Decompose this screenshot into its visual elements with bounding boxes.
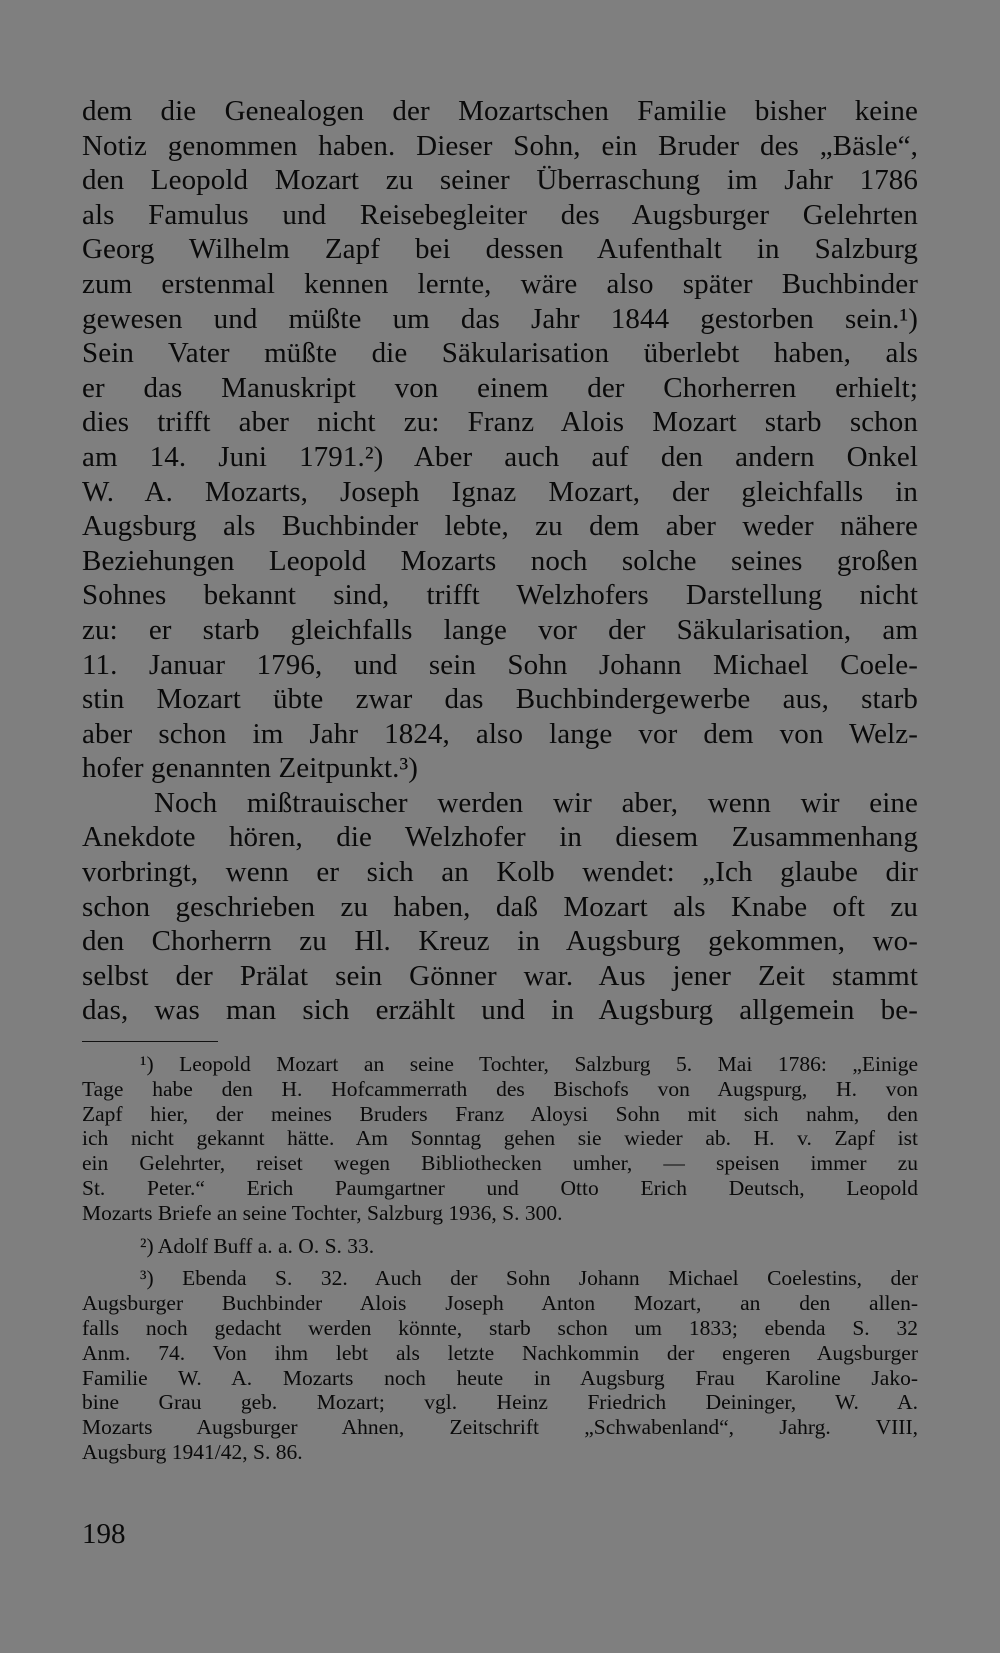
- text-line: das, was man sich erzählt und in Augsburg allgemein be-: [82, 994, 918, 1027]
- footnote-line: Mozarts Briefe an seine Tochter, Salzburg 1936, S. 300.: [82, 1200, 563, 1225]
- footnote-line: ²) Adolf Buff a. a. O. S. 33.: [140, 1233, 375, 1258]
- text-line: vorbringt, wenn er sich an Kolb wendet: „Ich glaube dir: [82, 856, 918, 889]
- text-line: zu: er starb gleichfalls lange vor der Säkularisation, am: [82, 613, 918, 646]
- footnote-line: ¹) Leopold Mozart an seine Tochter, Salzburg 5. Mai 1786: „Einige: [140, 1052, 918, 1077]
- footnote-line: ich nicht gekannt hätte. Am Sonntag gehen sie wieder ab. H. v. Zapf ist: [82, 1126, 918, 1151]
- text-line: den Chorherrn zu Hl. Kreuz in Augsburg gekommen, wo-: [82, 925, 918, 958]
- footnote-line: ³) Ebenda S. 32. Auch der Sohn Johann Michael Coelestins, der: [140, 1266, 918, 1291]
- footnote-line: Zapf hier, der meines Bruders Franz Aloysi Sohn mit sich nahm, den: [82, 1101, 918, 1126]
- footnote-line: Anm. 74. Von ihm lebt als letzte Nachkommin der engeren Augsburger: [82, 1340, 918, 1365]
- text-line: Sein Vater müßte die Säkularisation überlebt haben, als: [82, 337, 918, 370]
- text-line: dem die Genealogen der Mozartschen Familie bisher keine: [82, 95, 918, 127]
- text-line: W. A. Mozarts, Joseph Ignaz Mozart, der gleichfalls in: [82, 475, 918, 508]
- text-line: zum erstenmal kennen lernte, wäre also später Buchbinder: [82, 267, 918, 300]
- book-page: [82, 94, 918, 1465]
- text-line: stin Mozart übte zwar das Buchbindergewerbe aus, starb: [82, 683, 918, 716]
- paragraph-start-line: Noch mißtrauischer werden wir aber, wenn wir eine: [154, 786, 918, 819]
- text-line: gewesen und müßte um das Jahr 1844 gestorben sein.¹): [82, 302, 918, 335]
- text-line: als Famulus und Reisebegleiter des Augsburger Gelehrten: [82, 198, 918, 231]
- text-line: hofer genannten Zeitpunkt.³): [82, 752, 419, 785]
- footnote-line: St. Peter.“ Erich Paumgartner und Otto Erich Deutsch, Leopold: [82, 1176, 918, 1201]
- text-line: selbst der Prälat sein Gönner war. Aus jener Zeit stammt: [82, 959, 918, 992]
- text-line: Georg Wilhelm Zapf bei dessen Aufenthalt in Salzburg: [82, 233, 918, 266]
- footnote-line: ein Gelehrter, reiset wegen Bibliothecken umher, — speisen immer zu: [82, 1151, 918, 1176]
- footnote-line: Mozarts Augsburger Ahnen, Zeitschrift „Schwabenland“, Jahrg. VIII,: [82, 1415, 918, 1440]
- footnote-line: falls noch gedacht werden könnte, starb schon um 1833; ebenda S. 32: [82, 1316, 918, 1340]
- text-line: Anekdote hören, die Welzhofer in diesem Zusammenhang: [82, 821, 918, 854]
- text-line: dies trifft aber nicht zu: Franz Alois Mozart starb schon: [82, 406, 918, 439]
- text-line: Augsburg als Buchbinder lebte, zu dem aber weder nähere: [82, 510, 918, 543]
- footnotes: [82, 1052, 918, 1465]
- footnote-3: [82, 1266, 918, 1464]
- footnote-line: Augsburger Buchbinder Alois Joseph Anton Mozart, an den allen-: [82, 1291, 918, 1316]
- page-number: 198: [82, 1518, 126, 1550]
- footnote-line: bine Grau geb. Mozart; vgl. Heinz Friedrich Deininger, W. A.: [82, 1390, 918, 1415]
- text-line: Sohnes bekannt sind, trifft Welzhofers Darstellung nicht: [82, 579, 918, 612]
- footnote-line: Augsburg 1941/42, S. 86.: [82, 1439, 303, 1464]
- text-line: Beziehungen Leopold Mozarts noch solche seines großen: [82, 544, 918, 577]
- footnote-line: Familie W. A. Mozarts noch heute in Augsburg Frau Karoline Jako-: [82, 1365, 918, 1390]
- text-line: er das Manuskript von einem der Chorherren erhielt;: [82, 371, 918, 404]
- text-line: aber schon im Jahr 1824, also lange vor dem von Welz-: [82, 717, 918, 750]
- footnote-line: Tage habe den H. Hofcammerrath des Bischofs von Augspurg, H. von: [82, 1076, 918, 1101]
- text-line: Notiz genommen haben. Dieser Sohn, ein Bruder des „Bäsle“,: [82, 129, 918, 162]
- body-text: [82, 94, 918, 1028]
- text-line: den Leopold Mozart zu seiner Überraschung im Jahr 1786: [82, 164, 918, 197]
- footnote-separator: [82, 1041, 218, 1042]
- text-line: am 14. Juni 1791.²) Aber auch auf den andern Onkel: [82, 440, 918, 473]
- text-line: 11. Januar 1796, und sein Sohn Johann Michael Coele-: [82, 648, 918, 681]
- footnote-2: [82, 1234, 918, 1259]
- text-line: schon geschrieben zu haben, daß Mozart als Knabe oft zu: [82, 890, 918, 923]
- footnote-1: [82, 1052, 918, 1226]
